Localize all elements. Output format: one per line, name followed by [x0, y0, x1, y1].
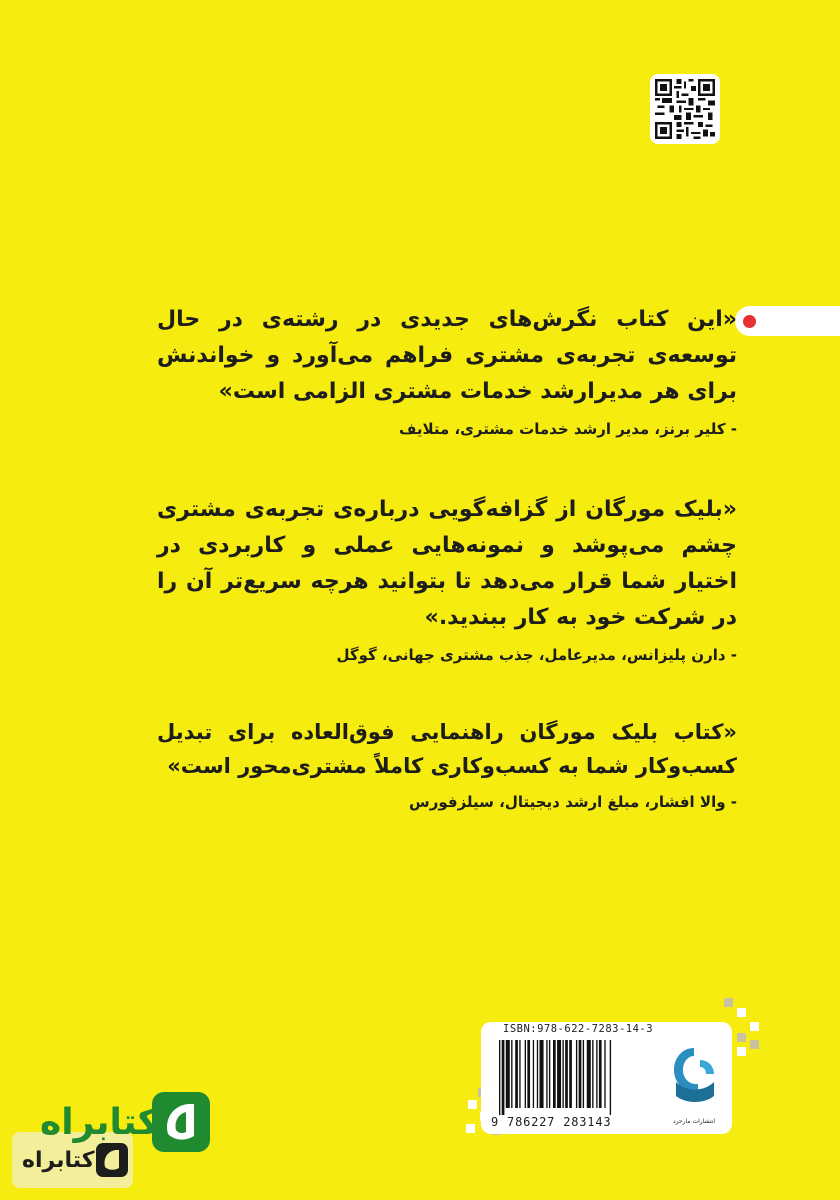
quote-attribution: - کلیر برنز، مدیر ارشد خدمات مشتری، متلایف: [398, 420, 737, 438]
decor-square: [468, 1100, 477, 1109]
barcode-bar: [562, 1040, 563, 1108]
barcode-bar: [540, 1040, 544, 1108]
decor-square: [724, 998, 733, 1007]
barcode-bar: [553, 1040, 556, 1108]
barcode-bar: [527, 1040, 530, 1108]
ketabrah-small-logo-icon: [95, 1142, 129, 1178]
barcode-bar: [533, 1040, 534, 1108]
barcode-bar: [587, 1040, 591, 1108]
qr-code: [650, 74, 720, 144]
quote-text: «این کتاب نگرش‌های جدیدی در رشته‌ی در حال توسعه‌ی تجربه‌ی مشتری فراهم می‌آورد و خواندنش برای هر مدیرارشد خدمات مشتری الزامی است»: [157, 307, 737, 404]
barcode-bar: [596, 1040, 597, 1108]
red-dot-icon: [743, 315, 756, 328]
barcode-bar: [576, 1040, 577, 1108]
barcode-bar: [519, 1040, 520, 1108]
barcode-bar: [565, 1040, 568, 1108]
quote-attribution: - دارن پلیزانس، مدیرعامل، جذب مشتری جهانی، گوگل: [336, 646, 737, 664]
quote-attribution: - والا افشار، مبلغ ارشد دیجیتال، سیلزفورس: [409, 793, 737, 811]
barcode-bar: [599, 1040, 602, 1108]
barcode-bar: [583, 1040, 584, 1108]
barcode-bar: [604, 1040, 605, 1108]
decor-square: [737, 1008, 746, 1017]
barcode-bar: [537, 1040, 538, 1108]
watermark-brand: کتابراه: [40, 1102, 159, 1143]
section-marker: [735, 306, 840, 336]
ketabrah-logo-icon: [150, 1090, 212, 1154]
decor-square: [466, 1124, 475, 1133]
isbn-label: ISBN:978-622-7283-14-3: [503, 1023, 654, 1035]
quote-2: [157, 492, 737, 666]
quote-3: [157, 715, 737, 813]
barcode-bar: [579, 1040, 582, 1108]
barcode-bar: [502, 1040, 505, 1115]
barcode-bar: [506, 1040, 510, 1108]
barcode-bar: [511, 1040, 512, 1108]
decor-square: [737, 1033, 746, 1042]
barcode-bar: [557, 1040, 561, 1108]
barcode-bar: [546, 1040, 547, 1108]
barcode-bar: [610, 1040, 611, 1115]
decor-square: [750, 1022, 759, 1031]
quote-text: «کتاب بلیک مورگان راهنمایی فوق‌العاده برای تبدیل کسب‌وکار شما به کسب‌وکاری کاملاً مشتری‌محور است»: [157, 720, 737, 778]
quote-1: [157, 302, 737, 440]
barcode-bar: [515, 1040, 518, 1108]
quote-text: «بلیک مورگان از گزافه‌گویی درباره‌ی تجربه‌ی مشتری چشم می‌پوشد و نمونه‌هایی عملی و کاربردی در اختیار شما قرار می‌دهد تا بتوانید هرچه سریع‌تر آن را در شرکت خود به کار ببندید.»: [157, 497, 737, 630]
isbn-digits: 9 786227 283143: [491, 1115, 612, 1129]
decor-square: [737, 1047, 746, 1056]
barcode-bar: [499, 1040, 500, 1115]
publisher-name: انتشارات مارحرد: [672, 1118, 716, 1125]
watermark-brand-small: کتابراه: [22, 1148, 95, 1173]
publisher-logo-icon: [664, 1034, 724, 1124]
barcode-bar: [549, 1040, 550, 1108]
decor-square: [750, 1040, 759, 1049]
barcode-bars: [497, 1040, 653, 1115]
qr-code-icon: [655, 79, 715, 139]
barcode-bar: [569, 1040, 572, 1108]
isbn-barcode: [481, 1022, 732, 1134]
barcode-bar: [525, 1040, 526, 1108]
barcode-bar: [592, 1040, 593, 1108]
